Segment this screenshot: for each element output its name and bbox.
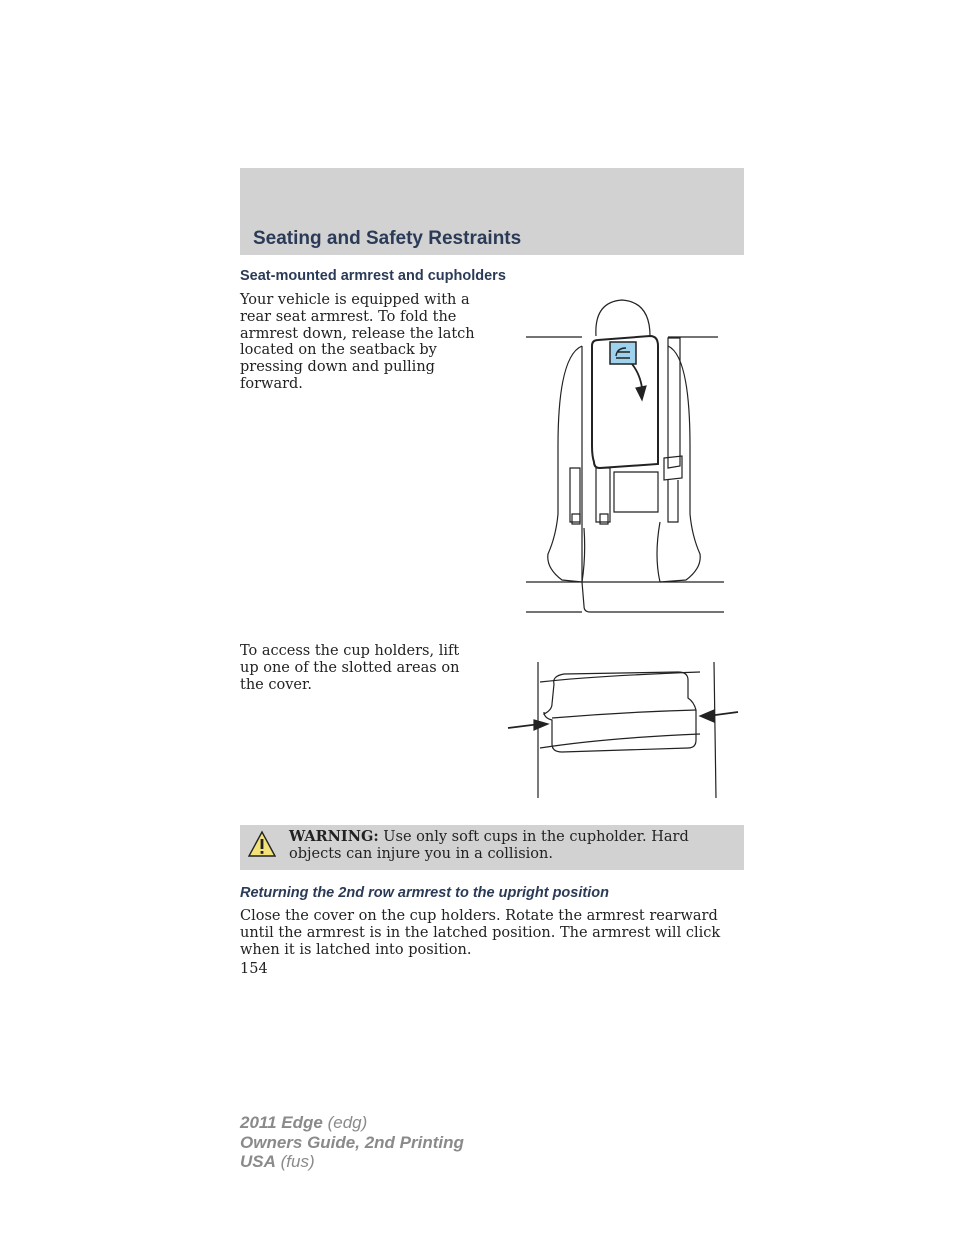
warning-text: [289, 829, 734, 863]
warning-box: [240, 825, 744, 870]
footer-model-code: (edg): [327, 1113, 368, 1132]
subheading-armrest: Seat-mounted armrest and cupholders: [240, 268, 506, 284]
footer: [240, 1113, 464, 1172]
warning-label: WARNING:: [289, 828, 379, 845]
rear-seat-illustration: [522, 296, 728, 614]
cupholder-paragraph: To access the cup holders, lift up one of the slotted areas on the cover.: [240, 643, 460, 693]
upright-paragraph: Close the cover on the cup holders. Rotate the armrest rearward until the armrest is in the latched position. The armrest will click when it is latched into position.: [240, 908, 721, 958]
armrest-paragraph: Your vehicle is equipped with a rear seat armrest. To fold the armrest down, release the latch located on the seatback by pressing down and pulling forward.: [240, 292, 475, 392]
latch-icon: [610, 342, 636, 364]
footer-market-code: (fus): [280, 1152, 315, 1171]
section-title: Seating and Safety Restraints: [253, 228, 522, 249]
cupholder-illustration: [504, 658, 744, 798]
warning-triangle-icon: [248, 830, 276, 858]
cover-panel: [544, 672, 696, 752]
footer-model: 2011 Edge: [240, 1113, 323, 1132]
subheading-upright: Returning the 2nd row armrest to the upright position: [240, 885, 609, 901]
footer-guide: Owners Guide, 2nd Printing: [240, 1132, 464, 1152]
footer-market: USA: [240, 1152, 276, 1171]
page-number: 154: [240, 961, 268, 977]
warning-message: Use only soft cups in the cupholder. Hard objects can injure you in a collision.: [289, 829, 689, 862]
